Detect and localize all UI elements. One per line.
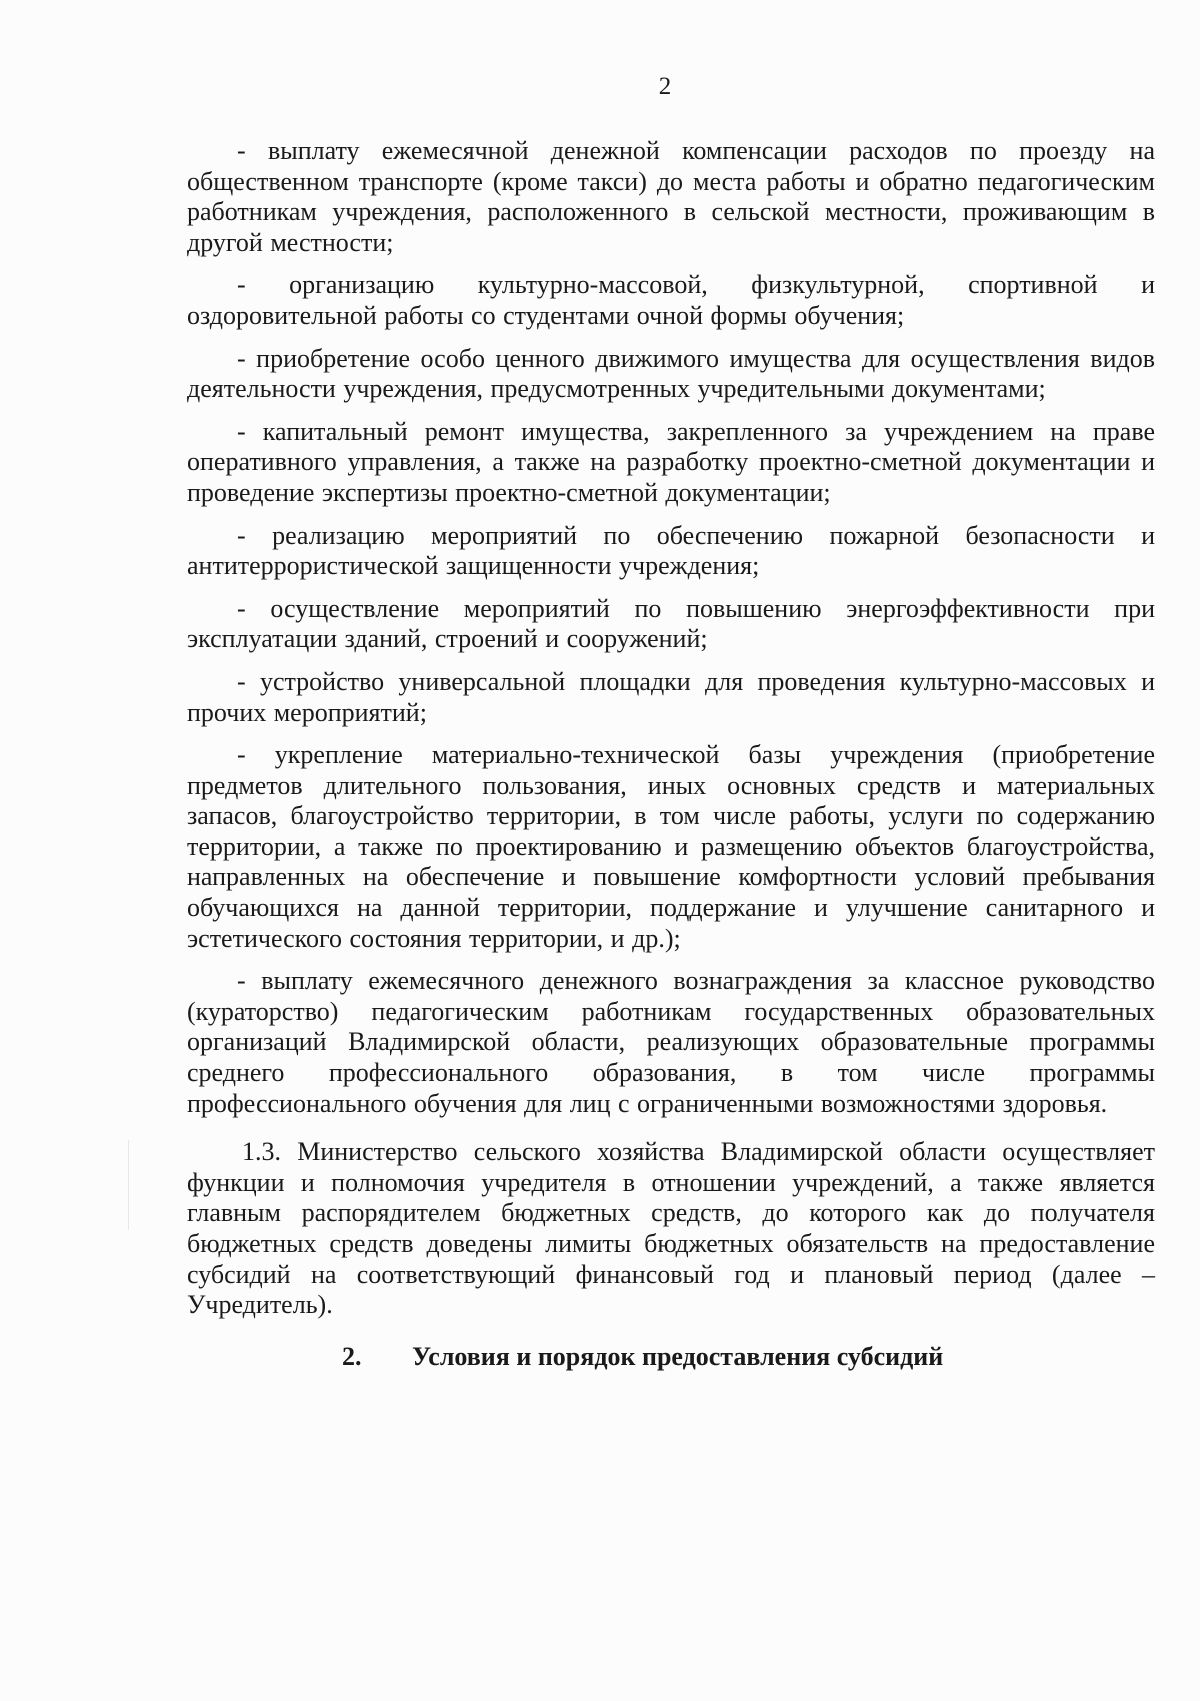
document-body — [187, 136, 1155, 1372]
list-item: - устройство универсальной площадки для проведения культурно-массовых и прочих мероприятий; — [187, 666, 1155, 727]
section-title: Условия и порядок предоставления субсидий — [412, 1341, 944, 1371]
clause-1-3: 1.3. Министерство сельского хозяйства Владимирской области осуществляет функции и полномочия учредителя в отношении учреждений, а также является главным распорядителем бюджетных средств, до которого как до получателя бюджетных средств доведены лимиты бюджетных обязательств на предоставление субсидий на соответствующий финансовый год и плановый период (далее – Учредитель). — [187, 1137, 1155, 1320]
list-item: - реализацию мероприятий по обеспечению пожарной безопасности и антитеррористической защищенности учреждения; — [187, 520, 1155, 581]
list-item: - укрепление материально-технической базы учреждения (приобретение предметов длительного пользования, иных основных средств и материальных запасов, благоустройство территории, в том числе работы, услуги по содержанию территории, а также по проектированию и размещению объектов благоустройства, направленных на обеспечение и повышение комфортности условий пребывания обучающихся на данной территории, поддержание и улучшение санитарного и эстетического состояния территории, и др.); — [187, 740, 1155, 953]
section-number: 2. — [342, 1341, 362, 1371]
list-item: - капитальный ремонт имущества, закрепленного за учреждением на праве оперативного управления, а также на разработку проектно-сметной документации и проведение экспертизы проектно-сметной документации; — [187, 416, 1155, 507]
list-item: - организацию культурно-массовой, физкультурной, спортивной и оздоровительной работы со студентами очной формы обучения; — [187, 270, 1155, 330]
page-number: 2 — [658, 73, 672, 100]
list-item: - осуществление мероприятий по повышению энергоэффективности при эксплуатации зданий, строений и сооружений; — [187, 593, 1155, 654]
list-item: - выплату ежемесячной денежной компенсации расходов по проезду на общественном транспорте (кроме такси) до места работы и обратно педагогическим работникам учреждения, расположенного в сельской местности, проживающим в другой местности; — [187, 136, 1155, 257]
list-item: - приобретение особо ценного движимого имущества для осуществления видов деятельности учреждения, предусмотренных учредительными документами; — [187, 343, 1155, 404]
section-heading — [187, 1341, 1155, 1372]
scan-margin-line — [128, 1140, 129, 1230]
list-item: - выплату ежемесячного денежного вознаграждения за классное руководство (кураторство) педагогическим работникам государственных образовательных организаций Владимирской области, реализующих образовательные программы среднего профессионального образования, в том числе программы профессионального обучения для лиц с ограниченными возможностями здоровья. — [187, 966, 1155, 1118]
